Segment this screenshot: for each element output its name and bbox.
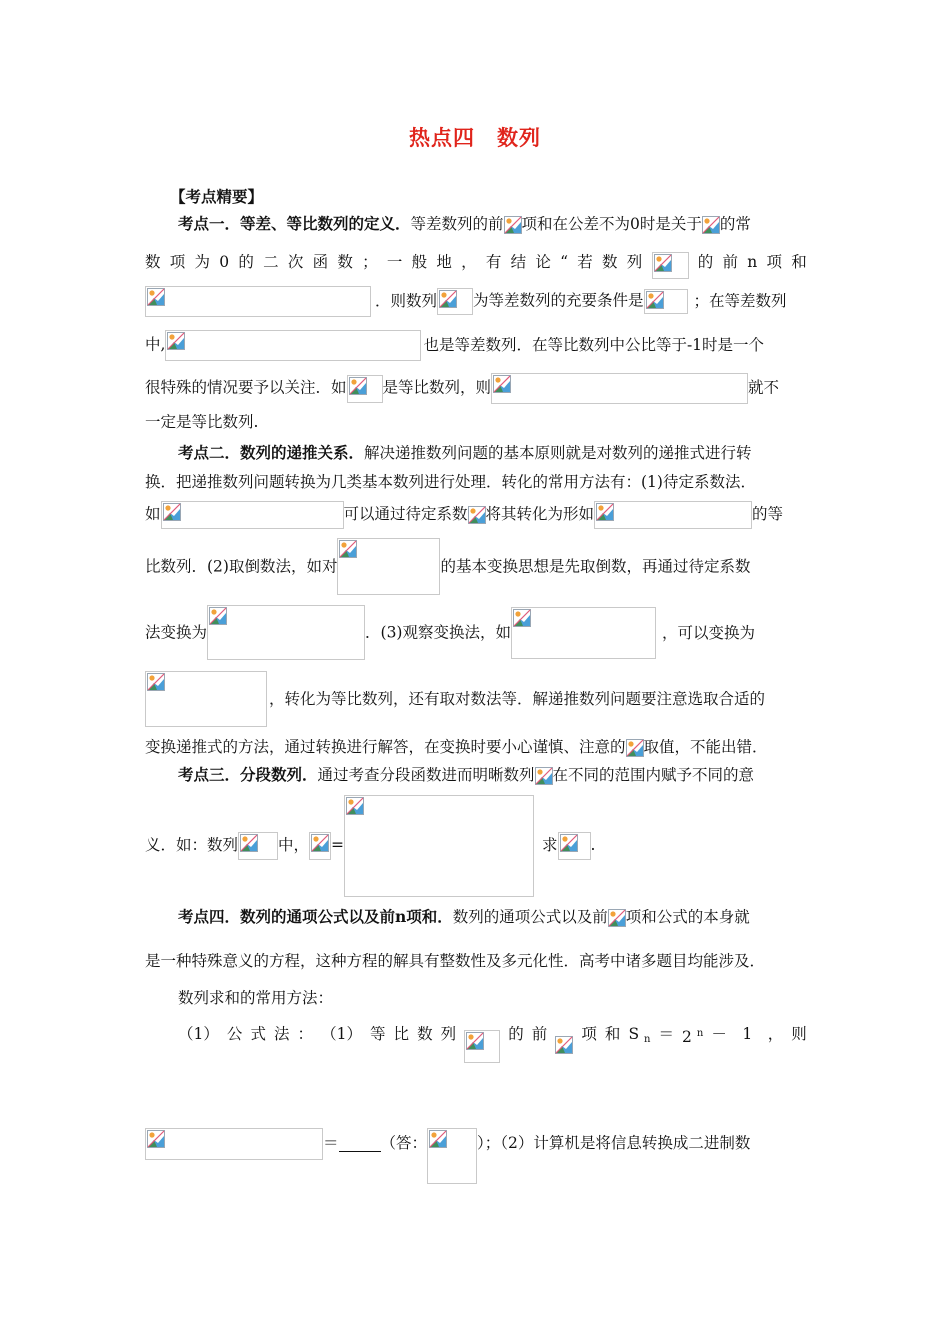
formula-image-icon xyxy=(535,767,553,785)
formula-image-icon xyxy=(504,216,522,234)
kaodian-4-line-2: 是一种特殊意义的方程，这种方程的解具有整数性及多元化性．高考中诸多题目均能涉及． xyxy=(145,952,766,970)
formula-image-box xyxy=(165,330,421,361)
formula-image-box xyxy=(309,832,331,860)
kaodian-3-line-2: 义．如：数列 中， = 求 . xyxy=(145,795,807,897)
formula-image-icon xyxy=(513,609,531,627)
formula-image-icon xyxy=(596,503,614,521)
kaodian-1-line-5: 很特殊的情况要予以关注．如 是等比数列，则 就不 xyxy=(145,373,807,404)
formula-image-box xyxy=(145,671,267,727)
kaodian-2-line-3: 如 可以通过待定系数 将其转化为形如 的等 xyxy=(145,501,807,529)
kaodian-1-heading: 考点一．等差、等比数列的定义． xyxy=(178,214,411,233)
formula-image-icon xyxy=(439,290,457,308)
formula-image-icon xyxy=(147,673,165,691)
method-1-line-2: ＝ （答： ）；（2）计算机是将信息转换成二进制数 xyxy=(145,1128,807,1184)
formula-image-box xyxy=(594,501,752,529)
formula-image-box xyxy=(652,252,689,279)
formula-image-box xyxy=(238,832,278,860)
method-1-line-1: （1） 公 式 法 ： （1） 等 比 数 列 的 前 项 和 S $_n$ ＝ 2 $^n$ － 1 ， 则 xyxy=(178,1024,807,1063)
formula-image-icon xyxy=(654,254,672,272)
formula-image-icon xyxy=(493,375,511,393)
formula-image-box xyxy=(207,605,365,660)
formula-image-box xyxy=(344,795,534,897)
formula-image-icon xyxy=(346,797,364,815)
formula-image-box xyxy=(558,832,591,860)
kaodian-4-heading: 考点四．数列的通项公式以及前n项和． xyxy=(178,907,453,926)
formula-image-box xyxy=(145,1128,323,1160)
formula-image-box xyxy=(337,538,440,595)
kaodian-3-line-1: 考点三．分段数列．通过考查分段函数进而明晰数列 在不同的范围内赋予不同的意 xyxy=(178,765,755,784)
kaodian-1-line-1: 考点一．等差、等比数列的定义．等差数列的前 项和在公差不为0时是关于 的常 xyxy=(178,214,751,233)
kaodian-2-line-4: 比数列．(2)取倒数法，如对 的基本变换思想是先取倒数，再通过待定系数 xyxy=(145,538,807,595)
kaodian-2-line-1: 考点二．数列的递推关系．解决递推数列问题的基本原则就是对数列的递推式进行转 xyxy=(178,443,752,462)
formula-image-icon xyxy=(702,216,720,234)
formula-image-icon xyxy=(626,739,644,757)
kaodian-2-line-2: 换．把递推数列问题转换为几类基本数列进行处理．转化的常用方法有：(1)待定系数法． xyxy=(145,473,756,491)
formula-image-icon xyxy=(555,1036,573,1054)
formula-image-icon xyxy=(147,1130,165,1148)
kaodian-2-line-5: 法变换为 ．(3)观察变换法，如 ，可以变换为 xyxy=(145,605,807,660)
page-title: 热点四 数列 xyxy=(409,125,541,150)
kaodian-4-line-3: 数列求和的常用方法： xyxy=(178,989,334,1007)
formula-image-icon xyxy=(339,540,357,558)
formula-image-box xyxy=(347,375,383,403)
kaodian-1-line-2: 数 项 为 0 的 二 次 函 数 ； 一 般 地 ， 有 结 论 “ 若 数 列 的 前 n 项 和 xyxy=(145,252,807,279)
formula-image-icon xyxy=(468,506,486,524)
section-heading: 【考点精要】 xyxy=(170,187,264,206)
kaodian-1-line-4: 中, 也是等差数列．在等比数列中公比等于-1时是一个 xyxy=(145,330,807,361)
formula-image-box xyxy=(145,286,371,317)
formula-image-box xyxy=(437,288,473,315)
formula-image-icon xyxy=(429,1130,447,1148)
formula-image-icon xyxy=(608,909,626,927)
formula-image-icon xyxy=(147,288,165,306)
formula-image-box xyxy=(491,373,748,404)
formula-image-box xyxy=(427,1128,477,1184)
answer-blank xyxy=(339,1137,381,1152)
formula-image-box xyxy=(161,501,344,529)
formula-image-box xyxy=(511,607,656,659)
formula-image-icon xyxy=(560,834,578,852)
formula-image-icon xyxy=(466,1032,484,1050)
kaodian-1-line-6: 一定是等比数列. xyxy=(145,413,259,431)
kaodian-2-line-7: 变换递推式的方法，通过转换进行解答，在变换时要小心谨慎、注意的 取值，不能出错． xyxy=(145,738,768,756)
kaodian-4-line-1: 考点四．数列的通项公式以及前n项和．数列的通项公式以及前 项和公式的本身就 xyxy=(178,907,750,926)
formula-image-icon xyxy=(163,503,181,521)
formula-image-box xyxy=(644,289,688,314)
formula-image-icon xyxy=(646,291,664,309)
formula-image-box xyxy=(464,1030,500,1063)
kaodian-3-heading: 考点三．分段数列． xyxy=(178,765,318,784)
formula-image-icon xyxy=(349,377,367,395)
formula-image-icon xyxy=(240,834,258,852)
formula-image-icon xyxy=(167,332,185,350)
formula-image-icon xyxy=(209,607,227,625)
kaodian-2-heading: 考点二．数列的递推关系． xyxy=(178,443,365,462)
kaodian-2-line-6: ，转化为等比数列，还有取对数法等．解递推数列问题要注意选取合适的 xyxy=(145,671,807,727)
formula-image-icon xyxy=(311,834,329,852)
kaodian-1-line-3: ．则数列 为等差数列的充要条件是 ；在等差数列 xyxy=(145,286,807,317)
